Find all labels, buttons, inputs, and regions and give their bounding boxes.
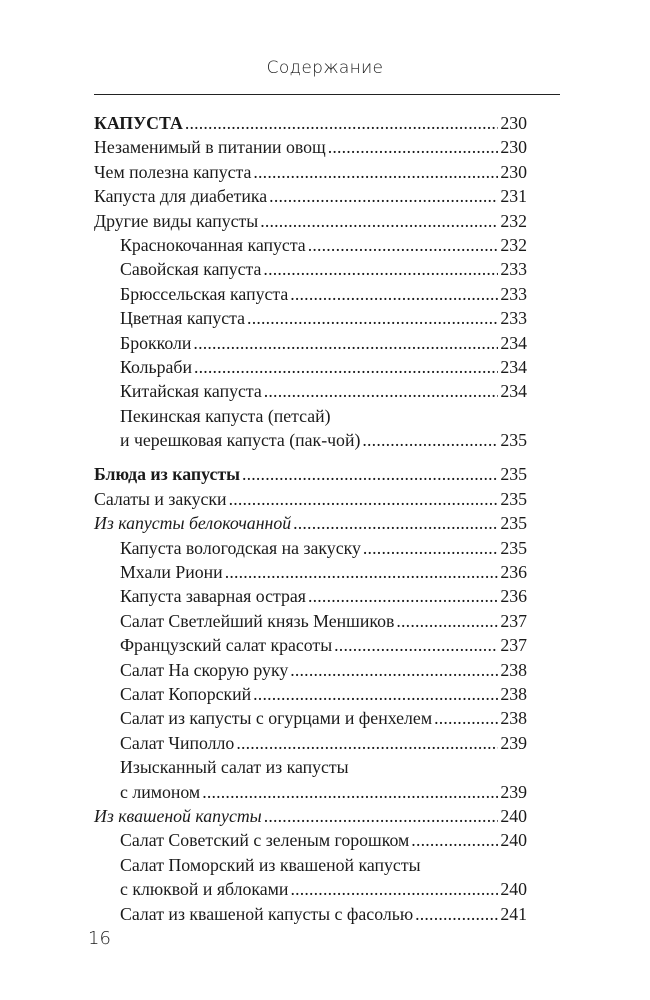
- toc-entry-title: КАПУСТА: [94, 113, 183, 133]
- toc-entry[interactable]: [94, 806, 527, 830]
- toc-entry[interactable]: [94, 464, 527, 488]
- toc-entry-title: Мхали Риони: [120, 562, 223, 583]
- dot-leader: [253, 162, 498, 183]
- toc-entry-page: 237: [500, 635, 527, 656]
- dot-leader: [362, 430, 498, 451]
- dot-leader: [363, 538, 498, 559]
- toc-entry-title: Из капусты белокочанной: [94, 513, 292, 534]
- dot-leader: [260, 211, 498, 232]
- toc-entry-page: 235: [500, 464, 527, 485]
- toc-entry-page: 240: [500, 805, 527, 826]
- toc-entry[interactable]: [94, 513, 527, 537]
- dot-leader: [253, 684, 498, 705]
- toc-entry-title: Салат Светлейший князь Меншиков: [120, 610, 395, 631]
- toc-entry-title: Из квашеной капусты: [94, 805, 262, 826]
- toc-entry-page: 230: [500, 113, 527, 133]
- toc-entry-page: 233: [500, 308, 527, 329]
- dot-leader: [193, 333, 498, 354]
- toc-entry-page: 236: [500, 586, 527, 607]
- toc-entry-title-line: Изысканный салат из капусты: [120, 757, 349, 778]
- dot-leader: [308, 235, 499, 256]
- toc-entry-page: 234: [500, 381, 527, 402]
- dot-leader: [264, 806, 499, 827]
- toc-entry-title: Салаты и закуски: [94, 488, 227, 509]
- dot-leader: [229, 489, 499, 510]
- toc-entry-page: 230: [500, 161, 527, 182]
- dot-leader: [264, 381, 499, 402]
- toc-entry-title: Кольраби: [120, 356, 192, 377]
- toc-entry[interactable]: [94, 562, 527, 586]
- toc-entry-title: Другие виды капусты: [94, 210, 259, 231]
- toc-entry[interactable]: [94, 162, 527, 186]
- toc-entry-title: Капуста заварная острая: [120, 586, 306, 607]
- toc-entry-page: 238: [500, 659, 527, 680]
- toc-entry-title: Салат Советский с зеленым горошком: [120, 830, 410, 851]
- toc-entry-page: 238: [500, 708, 527, 729]
- toc-entry[interactable]: [94, 137, 527, 161]
- toc-entry[interactable]: [94, 333, 527, 357]
- toc-entry-title: Салат На скорую руку: [120, 659, 289, 680]
- toc-entry-page: 235: [500, 430, 527, 451]
- dot-leader: [269, 186, 498, 207]
- dot-leader: [194, 357, 498, 378]
- toc-entry-title: Салат Чиполло: [120, 732, 235, 753]
- toc-entry-title: Салат из капусты с огурцами и фенхелем: [120, 708, 433, 729]
- toc-entry-page: 241: [500, 903, 527, 924]
- dot-leader: [242, 464, 498, 485]
- toc-entry-title: Чем полезна капуста: [94, 161, 252, 182]
- dot-leader: [290, 284, 498, 305]
- toc-entry-title: Краснокочанная капуста: [120, 234, 306, 255]
- toc-entry-page: 232: [500, 210, 527, 231]
- toc-entry-page: 240: [500, 830, 527, 851]
- dot-leader: [202, 782, 498, 803]
- toc-entry[interactable]: [94, 904, 527, 928]
- dot-leader: [263, 259, 498, 280]
- toc-entry-title: Брюссельская капуста: [120, 283, 289, 304]
- toc-entry[interactable]: [94, 635, 527, 659]
- toc-entry-title: Капуста вологодская на закуску: [120, 537, 361, 558]
- dot-leader: [247, 308, 498, 329]
- toc-entry-title: Савойская капуста: [120, 259, 262, 280]
- toc-entry[interactable]: [94, 708, 527, 732]
- toc-entry[interactable]: [94, 113, 527, 137]
- toc-entry[interactable]: [94, 308, 527, 332]
- toc-entry-title: Салат Копорский: [120, 683, 252, 704]
- toc-entry[interactable]: [94, 186, 527, 210]
- toc-entry[interactable]: [94, 406, 527, 455]
- toc-entry[interactable]: [94, 586, 527, 610]
- dot-leader: [293, 513, 498, 534]
- toc-entry[interactable]: [94, 611, 527, 635]
- toc-entry-page: 238: [500, 683, 527, 704]
- toc-entry[interactable]: [94, 757, 527, 806]
- dot-leader: [225, 562, 499, 583]
- toc-entry-page: 233: [500, 259, 527, 280]
- toc-entry-title-line: Пекинская капуста (петсай): [120, 405, 331, 426]
- dot-leader: [434, 708, 498, 729]
- toc-entry-title: с лимоном: [120, 781, 201, 802]
- toc-entry[interactable]: [94, 259, 527, 283]
- toc-entry-page: 232: [500, 234, 527, 255]
- toc-entry-page: 240: [500, 879, 527, 900]
- dot-leader: [236, 733, 498, 754]
- toc-entry-title: с клюквой и яблоками: [120, 879, 289, 900]
- toc-entry-page: 235: [500, 513, 527, 534]
- toc-entry[interactable]: [94, 235, 527, 259]
- toc-entry[interactable]: [94, 684, 527, 708]
- dot-leader: [334, 635, 498, 656]
- toc-entry-page: 235: [500, 488, 527, 509]
- toc-entry[interactable]: [94, 733, 527, 757]
- dot-leader: [411, 830, 498, 851]
- toc-entry-page: 231: [500, 186, 527, 207]
- dot-leader: [290, 660, 498, 681]
- dot-leader: [290, 879, 498, 900]
- toc-entry[interactable]: [94, 357, 527, 381]
- page-header-title: Содержание: [266, 58, 384, 78]
- table-of-contents: [94, 113, 527, 928]
- dot-leader: [328, 137, 499, 158]
- toc-entry-title: Цветная капуста: [120, 308, 246, 329]
- page-number: 16: [88, 928, 111, 949]
- toc-entry[interactable]: [94, 381, 527, 405]
- toc-entry-page: 235: [500, 537, 527, 558]
- header-divider: [94, 94, 560, 95]
- toc-entry-title: Капуста для диабетика: [94, 186, 268, 207]
- toc-entry[interactable]: [94, 855, 527, 904]
- toc-entry[interactable]: [94, 660, 527, 684]
- toc-entry-page: 234: [500, 332, 527, 353]
- toc-entry-title: Салат из квашеной капусты с фасолью: [120, 903, 414, 924]
- toc-entry-page: 239: [500, 732, 527, 753]
- toc-entry[interactable]: [94, 830, 527, 854]
- toc-entry-title: Незаменимый в питании овощ: [94, 137, 326, 158]
- toc-entry-page: 233: [500, 283, 527, 304]
- toc-entry-page: 234: [500, 356, 527, 377]
- toc-entry-title: Китайская капуста: [120, 381, 262, 402]
- dot-leader: [185, 113, 499, 134]
- toc-entry-page: 237: [500, 610, 527, 631]
- toc-entry-title: Брокколи: [120, 332, 192, 353]
- toc-entry[interactable]: [94, 489, 527, 513]
- toc-entry-page: 236: [500, 562, 527, 583]
- toc-entry-title: Блюда из капусты: [94, 464, 240, 485]
- dot-leader: [415, 904, 498, 925]
- toc-entry[interactable]: [94, 211, 527, 235]
- dot-leader: [308, 586, 498, 607]
- toc-entry[interactable]: [94, 284, 527, 308]
- toc-entry-title: Французский салат красоты: [120, 635, 333, 656]
- toc-entry-page: 239: [500, 781, 527, 802]
- toc-entry[interactable]: [94, 538, 527, 562]
- dot-leader: [396, 611, 498, 632]
- toc-entry-title-line: Салат Поморский из квашеной капусты: [120, 854, 421, 875]
- toc-entry-page: 230: [500, 137, 527, 158]
- toc-entry-title: и черешковая капуста (пак-чой): [120, 430, 361, 451]
